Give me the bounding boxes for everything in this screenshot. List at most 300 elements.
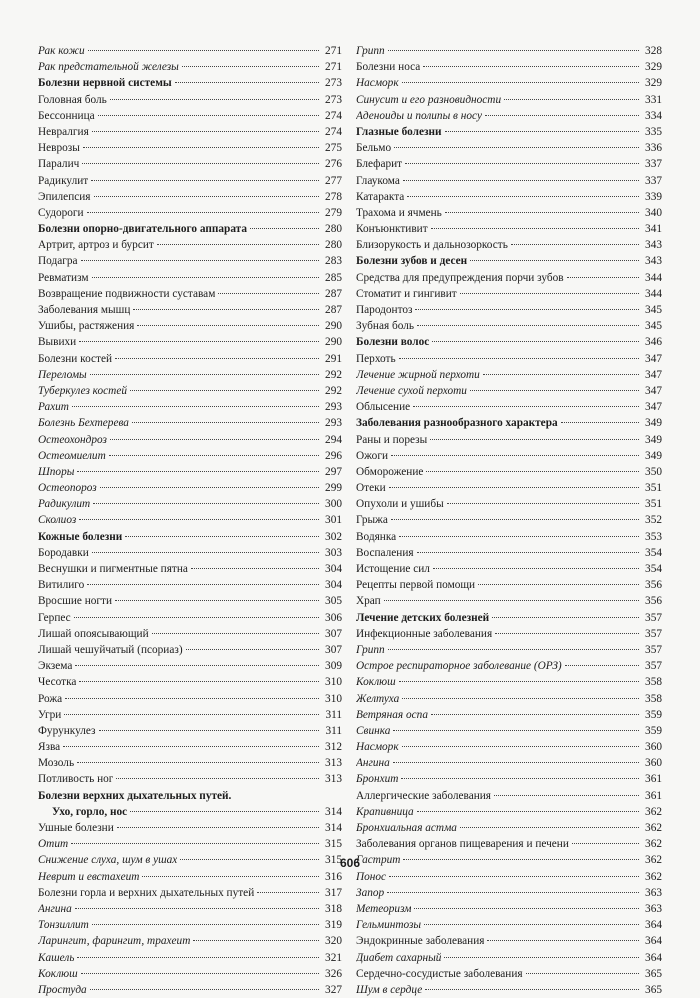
toc-entry-page: 292 xyxy=(325,368,342,381)
toc-entry-page: 287 xyxy=(325,287,342,300)
dot-leader xyxy=(79,519,319,520)
toc-entry-page: 357 xyxy=(645,643,662,656)
dot-leader xyxy=(415,309,639,310)
toc-entry-title: Неврит и евстахеит xyxy=(38,870,140,883)
toc-entry-page: 310 xyxy=(325,692,342,705)
toc-entry-title: Потливость ног xyxy=(38,773,114,786)
dot-leader xyxy=(424,924,639,925)
toc-entry-title: Коклюш xyxy=(356,676,396,689)
toc-entry-title: Болезни костей xyxy=(38,352,113,365)
toc-entry-page: 331 xyxy=(645,93,662,106)
toc-entry-page: 356 xyxy=(645,579,662,592)
toc-entry xyxy=(38,755,342,771)
dot-leader xyxy=(133,309,319,310)
toc-entry-title: Конъюнктивит xyxy=(356,223,428,236)
toc-entry-title: Диабет сахарный xyxy=(356,951,442,964)
dot-leader xyxy=(175,82,319,83)
dot-leader xyxy=(132,422,319,423)
dot-leader xyxy=(92,131,319,132)
toc-entry xyxy=(356,59,662,75)
toc-entry xyxy=(38,869,342,885)
toc-entry-page: 287 xyxy=(325,304,342,316)
toc-entry xyxy=(38,788,342,804)
toc-entry xyxy=(356,253,662,269)
dot-leader xyxy=(394,147,639,148)
toc-entry-title: Остеомиелит xyxy=(38,449,106,462)
dot-leader xyxy=(388,50,639,51)
dot-leader xyxy=(81,973,319,974)
toc-entry-page: 328 xyxy=(645,45,662,57)
toc-entry-title: Остеохондроз xyxy=(38,433,107,446)
toc-entry xyxy=(356,351,662,367)
dot-leader xyxy=(110,439,319,440)
toc-entry-page: 309 xyxy=(325,660,342,673)
dot-leader xyxy=(402,698,639,699)
toc-entry-page: 311 xyxy=(325,708,342,721)
dot-leader xyxy=(445,131,639,132)
toc-entry xyxy=(356,836,662,852)
dot-leader xyxy=(413,406,639,407)
toc-entry-title: Ухо, горло, нос xyxy=(52,805,128,818)
dot-leader xyxy=(425,989,639,990)
toc-entry-title: Остеопороз xyxy=(38,482,97,495)
dot-leader xyxy=(567,277,639,278)
toc-entry-page: 362 xyxy=(645,838,662,851)
toc-entry-page: 329 xyxy=(645,77,662,90)
toc-entry xyxy=(356,626,662,642)
toc-entry-page: 305 xyxy=(325,595,342,608)
dot-leader xyxy=(414,908,639,909)
toc-entry xyxy=(38,901,342,917)
toc-entry-page: 343 xyxy=(645,255,662,268)
dot-leader xyxy=(77,471,319,472)
dot-leader xyxy=(393,762,639,763)
toc-entry-title: Лечение жирной перхоти xyxy=(356,368,480,381)
toc-entry xyxy=(356,707,662,723)
toc-entry-title: Заболевания мышц xyxy=(38,304,131,316)
toc-entry-title: Отеки xyxy=(356,482,386,495)
dot-leader xyxy=(389,876,639,877)
toc-entry-title: Рак предстательной железы xyxy=(38,61,179,74)
toc-entry xyxy=(38,270,342,286)
toc-entry-title: Эпилепсия xyxy=(38,190,91,203)
dot-leader xyxy=(485,115,639,116)
toc-entry xyxy=(356,334,662,350)
toc-entry-page: 303 xyxy=(325,546,342,559)
toc-entry xyxy=(356,788,662,804)
toc-entry-title: Глаукома xyxy=(356,174,400,187)
dot-leader xyxy=(561,422,639,423)
toc-entry xyxy=(38,59,342,75)
toc-entry xyxy=(38,723,342,739)
toc-entry xyxy=(38,302,342,318)
toc-entry xyxy=(356,885,662,901)
toc-entry-title: Истощение сил xyxy=(356,563,430,575)
toc-entry-page: 285 xyxy=(325,271,342,284)
dot-leader xyxy=(81,260,319,261)
toc-entry xyxy=(38,221,342,237)
toc-entry-title: Средства для предупреждения порчи зубов xyxy=(356,271,564,284)
toc-entry xyxy=(356,901,662,917)
toc-entry-page: 358 xyxy=(645,676,662,689)
dot-leader xyxy=(494,795,639,796)
toc-entry-title: Болезни волос xyxy=(356,336,430,349)
toc-entry-page: 271 xyxy=(325,45,342,57)
toc-entry-page: 357 xyxy=(645,611,662,624)
dot-leader xyxy=(157,244,319,245)
toc-entry-page: 347 xyxy=(645,401,662,414)
toc-entry xyxy=(356,917,662,933)
toc-entry xyxy=(356,415,662,431)
toc-entry xyxy=(38,43,342,59)
toc-entry-page: 347 xyxy=(645,368,662,381)
toc-entry-page: 302 xyxy=(325,530,342,543)
toc-entry-title: Синусит и его разновидности xyxy=(356,93,502,106)
dot-leader xyxy=(117,827,319,828)
dot-leader xyxy=(426,471,639,472)
dot-leader xyxy=(405,163,639,164)
dot-leader xyxy=(495,633,639,634)
toc-entry xyxy=(356,399,662,415)
dot-leader xyxy=(483,374,639,375)
toc-entry xyxy=(356,448,662,464)
toc-entry-title: Запор xyxy=(356,886,385,899)
dot-leader xyxy=(403,180,639,181)
toc-entry-title: Аденоиды и полипы в носу xyxy=(356,109,482,122)
toc-entry xyxy=(356,237,662,253)
toc-entry-page: 304 xyxy=(325,579,342,592)
toc-entry-title: Рожа xyxy=(38,692,63,705)
toc-entry-page: 283 xyxy=(325,255,342,268)
dot-leader xyxy=(402,82,639,83)
toc-entry-title: Переломы xyxy=(38,368,87,381)
toc-entry-page: 274 xyxy=(325,125,342,138)
toc-entry xyxy=(38,286,342,302)
toc-entry-page: 343 xyxy=(645,239,662,252)
dot-leader xyxy=(478,584,639,585)
toc-entry-page: 321 xyxy=(325,951,342,964)
dot-leader xyxy=(93,503,319,504)
toc-entry xyxy=(356,43,662,59)
toc-entry-page: 359 xyxy=(645,724,662,737)
dot-leader xyxy=(98,115,319,116)
toc-entry-page: 363 xyxy=(645,902,662,915)
toc-entry-page: 339 xyxy=(645,190,662,203)
toc-entry xyxy=(356,723,662,739)
toc-column-left xyxy=(38,43,342,998)
toc-entry-title: Лишай опоясывающий xyxy=(38,627,149,640)
toc-entry-title: Коклюш xyxy=(38,967,78,980)
toc-entry-title: Близорукость и дальнозоркость xyxy=(356,239,508,252)
toc-entry-page: 294 xyxy=(325,433,342,446)
toc-entry xyxy=(38,950,342,966)
toc-entry-page: 314 xyxy=(325,822,342,834)
toc-entry-title: Экзема xyxy=(38,660,73,673)
toc-entry xyxy=(356,820,662,836)
toc-entry-title: Болезни опорно-двигательного аппарата xyxy=(38,223,248,236)
toc-entry xyxy=(356,739,662,755)
toc-entry xyxy=(356,480,662,496)
dot-leader xyxy=(65,698,319,699)
toc-entry xyxy=(38,383,342,399)
toc-entry-title: Ангина xyxy=(38,902,72,915)
toc-entry xyxy=(356,755,662,771)
toc-entry xyxy=(38,691,342,707)
toc-entry-page: 297 xyxy=(325,465,342,478)
toc-entry-page: 307 xyxy=(325,627,342,640)
toc-entry xyxy=(356,561,662,577)
toc-entry-title: Рак кожи xyxy=(38,45,85,57)
toc-entry-title: Опухоли и ушибы xyxy=(356,498,444,511)
toc-entry-page: 349 xyxy=(645,449,662,462)
toc-entry-page: 296 xyxy=(325,449,342,462)
toc-entry-page: 362 xyxy=(645,870,662,883)
dot-leader xyxy=(460,293,639,294)
toc-entry-page: 357 xyxy=(645,660,662,673)
toc-entry-title: Невралгия xyxy=(38,125,89,138)
toc-entry-page: 347 xyxy=(645,384,662,397)
dot-leader xyxy=(430,439,639,440)
dot-leader xyxy=(92,277,319,278)
toc-entry xyxy=(356,270,662,286)
toc-entry-page: 306 xyxy=(325,611,342,624)
toc-entry-title: Водянка xyxy=(356,530,397,543)
dot-leader xyxy=(137,325,319,326)
toc-entry-page: 291 xyxy=(325,352,342,365)
toc-entry xyxy=(38,75,342,91)
dot-leader xyxy=(417,325,639,326)
toc-entry xyxy=(38,820,342,836)
dot-leader xyxy=(445,212,639,213)
toc-entry-title: Лечение сухой перхоти xyxy=(356,384,467,397)
toc-entry xyxy=(38,674,342,690)
toc-entry xyxy=(356,496,662,512)
dot-leader xyxy=(110,99,319,100)
toc-entry-title: Грипп xyxy=(356,45,385,57)
toc-entry-page: 312 xyxy=(325,741,342,754)
dot-leader xyxy=(391,519,639,520)
toc-entry-title: Радикулит xyxy=(38,174,89,187)
toc-entry-page: 337 xyxy=(645,158,662,171)
toc-entry-page: 345 xyxy=(645,320,662,333)
toc-entry xyxy=(38,496,342,512)
toc-entry-title: Раны и порезы xyxy=(356,433,428,446)
toc-entry-title: Ушные болезни xyxy=(38,822,114,834)
dot-leader xyxy=(191,568,319,569)
dot-leader xyxy=(470,260,639,261)
toc-entry xyxy=(356,804,662,820)
toc-entry-page: 334 xyxy=(645,109,662,122)
toc-entry-page: 337 xyxy=(645,174,662,187)
dot-leader xyxy=(387,892,639,893)
toc-entry xyxy=(356,674,662,690)
toc-entry-title: Бельмо xyxy=(356,142,392,155)
toc-entry-title: Грипп xyxy=(356,643,385,656)
toc-entry-page: 280 xyxy=(325,223,342,236)
toc-entry xyxy=(356,464,662,480)
toc-entry-title: Крапивница xyxy=(356,805,414,818)
dot-leader xyxy=(72,406,319,407)
toc-entry xyxy=(356,367,662,383)
dot-leader xyxy=(401,778,639,779)
dot-leader xyxy=(250,228,319,229)
toc-entry-page: 361 xyxy=(645,773,662,786)
toc-entry-page: 274 xyxy=(325,109,342,122)
toc-entry-title: Грыжа xyxy=(356,514,388,527)
toc-entry xyxy=(356,92,662,108)
dot-leader xyxy=(99,730,320,731)
dot-leader xyxy=(257,892,319,893)
toc-entry-page: 353 xyxy=(645,530,662,543)
dot-leader xyxy=(218,293,319,294)
toc-entry-page: 340 xyxy=(645,206,662,219)
dot-leader xyxy=(432,341,639,342)
toc-entry xyxy=(38,529,342,545)
toc-entry-title: Заболевания органов пищеварения и печени xyxy=(356,838,569,851)
toc-entry-title: Неврозы xyxy=(38,142,80,155)
toc-entry-page: 311 xyxy=(325,724,342,737)
dot-leader xyxy=(91,180,319,181)
toc-entry-page: 362 xyxy=(645,854,662,867)
toc-entry-title: Болезни зубов и десен xyxy=(356,255,468,268)
toc-entry xyxy=(38,610,342,626)
toc-entry-title: Рахит xyxy=(38,401,69,414)
toc-entry-title: Фурункулез xyxy=(38,724,96,737)
toc-entry-page: 364 xyxy=(645,951,662,964)
toc-entry xyxy=(38,642,342,658)
toc-entry-page: 319 xyxy=(325,919,342,932)
toc-entry xyxy=(38,917,342,933)
toc-entry-page: 315 xyxy=(325,854,342,867)
toc-entry-page: 354 xyxy=(645,563,662,575)
toc-entry xyxy=(38,966,342,982)
toc-entry-title: Эндокринные заболевания xyxy=(356,935,485,948)
dot-leader xyxy=(79,341,319,342)
toc-entry-title: Облысение xyxy=(356,401,411,414)
toc-entry xyxy=(38,933,342,949)
toc-entry-page: 313 xyxy=(325,757,342,770)
toc-entry-page: 358 xyxy=(645,692,662,705)
toc-entry-page: 273 xyxy=(325,77,342,90)
toc-entry xyxy=(356,982,662,998)
toc-entry-title: Рецепты первой помощи xyxy=(356,579,476,592)
toc-entry xyxy=(356,124,662,140)
toc-entry-page: 360 xyxy=(645,741,662,754)
toc-entry xyxy=(38,351,342,367)
dot-leader xyxy=(417,811,639,812)
toc-entry-page: 346 xyxy=(645,336,662,349)
dot-leader xyxy=(399,681,639,682)
dot-leader xyxy=(460,827,639,828)
toc-entry-title: Воспаления xyxy=(356,546,414,559)
toc-entry-page: 320 xyxy=(325,935,342,948)
toc-entry xyxy=(38,415,342,431)
toc-entry xyxy=(356,933,662,949)
toc-entry-title: Шум в сердце xyxy=(356,983,423,996)
toc-entry xyxy=(38,464,342,480)
dot-leader xyxy=(407,196,639,197)
toc-entry-page: 336 xyxy=(645,142,662,155)
dot-leader xyxy=(565,665,639,666)
toc-entry xyxy=(38,593,342,609)
toc-entry xyxy=(38,108,342,124)
toc-entry-page: 304 xyxy=(325,563,342,575)
toc-entry-page: 364 xyxy=(645,935,662,948)
toc-entry xyxy=(38,156,342,172)
toc-entry-page: 363 xyxy=(645,886,662,899)
dot-leader xyxy=(152,633,319,634)
toc-entry-page: 299 xyxy=(325,482,342,495)
toc-entry xyxy=(356,610,662,626)
toc-entry-title: Ожоги xyxy=(356,449,389,462)
toc-entry-title: Кожные болезни xyxy=(38,530,123,543)
dot-leader xyxy=(90,374,319,375)
toc-entry-page: 365 xyxy=(645,967,662,980)
toc-entry-page: 273 xyxy=(325,93,342,106)
dot-leader xyxy=(389,487,639,488)
toc-entry-title: Бородавки xyxy=(38,546,89,559)
toc-entry-page: 362 xyxy=(645,805,662,818)
toc-entry xyxy=(38,577,342,593)
toc-entry xyxy=(356,545,662,561)
toc-entry-page: 313 xyxy=(325,773,342,786)
dot-leader xyxy=(130,390,319,391)
dot-leader xyxy=(64,714,319,715)
dot-leader xyxy=(470,390,639,391)
toc-entry-page: 349 xyxy=(645,417,662,430)
toc-entry-page: 326 xyxy=(325,967,342,980)
toc-entry-page: 359 xyxy=(645,708,662,721)
toc-entry-title: Насморк xyxy=(356,77,399,90)
toc-entry xyxy=(38,545,342,561)
toc-entry xyxy=(356,642,662,658)
toc-entry-title: Лишай чешуйчатый (псориаз) xyxy=(38,643,183,656)
dot-leader xyxy=(182,66,319,67)
dot-leader xyxy=(447,503,639,504)
toc-entry-title: Чесотка xyxy=(38,676,77,689)
toc-entry-title: Ларингит, фарингит, трахеит xyxy=(38,935,191,948)
dot-leader xyxy=(75,908,319,909)
dot-leader xyxy=(100,487,319,488)
toc-entry xyxy=(38,318,342,334)
toc-entry-page: 362 xyxy=(645,822,662,834)
toc-entry-page: 300 xyxy=(325,498,342,511)
toc-entry-title: Язва xyxy=(38,741,61,754)
toc-entry xyxy=(38,448,342,464)
toc-entry-page: 345 xyxy=(645,304,662,316)
dot-leader xyxy=(399,358,639,359)
dot-leader xyxy=(393,730,639,731)
toc-entry xyxy=(356,691,662,707)
toc-entry xyxy=(38,367,342,383)
toc-entry-title: Бронхиальная астма xyxy=(356,822,457,834)
toc-entry xyxy=(38,92,342,108)
dot-leader xyxy=(79,681,319,682)
dot-leader xyxy=(487,940,639,941)
toc-entry-page: 290 xyxy=(325,320,342,333)
toc-entry xyxy=(38,237,342,253)
toc-entry xyxy=(38,124,342,140)
toc-entry-title: Паралич xyxy=(38,158,80,171)
toc-entry-title: Насморк xyxy=(356,741,399,754)
dot-leader xyxy=(88,50,319,51)
toc-entry-page: 335 xyxy=(645,125,662,138)
toc-entry xyxy=(356,966,662,982)
toc-entry-title: Аллергические заболевания xyxy=(356,789,491,802)
toc-entry-title: Инфекционные заболевания xyxy=(356,627,493,640)
toc-entry xyxy=(356,205,662,221)
toc-entry-page: 317 xyxy=(325,886,342,899)
